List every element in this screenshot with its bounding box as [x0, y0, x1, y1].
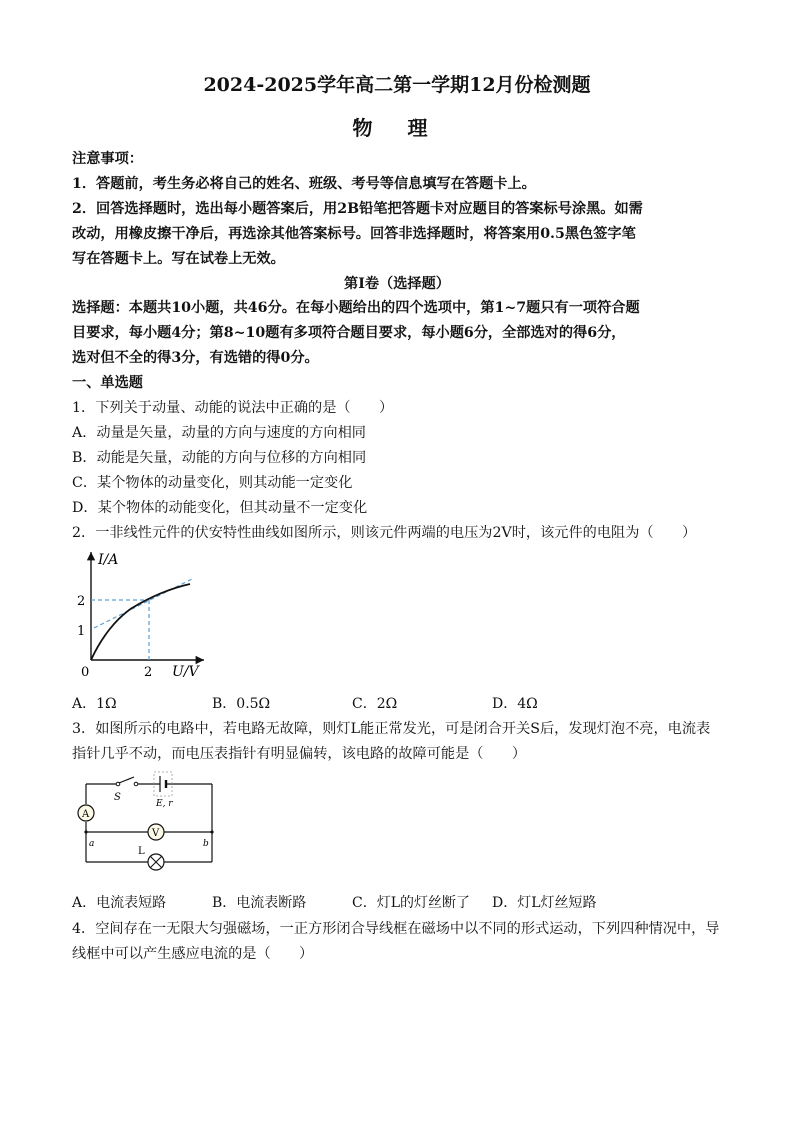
- q4-stem-line-2: 线框中可以产生感应电流的是（ ）: [72, 946, 314, 962]
- y-tick-1: 1: [77, 624, 86, 639]
- q2-option-b: B．0.5Ω: [212, 696, 271, 712]
- q2-option-a: A．1Ω: [72, 696, 117, 712]
- q3-option-a: A．电流表短路: [72, 895, 167, 911]
- note-item-2-line-2: 改动，用橡皮擦干净后，再选涂其他答案标号。回答非选择题时，将答案用0.5黑色签字笔: [72, 226, 636, 242]
- q4-stem-line-1: 4．空间存在一无限大匀强磁场，一正方形闭合导线框在磁场中以不同的形式运动，下列四种情况中，导: [72, 921, 720, 937]
- q3-option-c: C．灯L的灯丝断了: [352, 895, 471, 911]
- iv-curve: [91, 584, 190, 660]
- subject-title: 物 理: [352, 116, 442, 140]
- notes-heading: 注意事项：: [72, 151, 143, 167]
- q3-stem-line-2: 指针几乎不动，而电压表指针有明显偏转，该电路的故障可能是（ ）: [72, 746, 527, 762]
- section-desc-line-1: 选择题：本题共10小题，共46分。在每小题给出的四个选项中，第1~7题只有一项符合题: [72, 300, 640, 316]
- q1-option-b: B．动能是矢量，动能的方向与位移的方向相同: [72, 450, 367, 466]
- q2-option-c: C．2Ω: [352, 696, 398, 712]
- q1-stem: 1．下列关于动量、动能的说法中正确的是（ ）: [72, 400, 394, 416]
- switch-s: [119, 777, 134, 783]
- x-tick-2: 2: [144, 665, 153, 680]
- svg-text:A: A: [82, 809, 90, 820]
- q3-option-d: D．灯L灯丝短路: [492, 895, 597, 911]
- exam-title: 2024-2025学年高二第一学期12月份检测题: [203, 74, 591, 96]
- q1-option-c: C．某个物体的动量变化，则其动能一定变化: [72, 475, 353, 491]
- q1-option-a: A．动量是矢量，动量的方向与速度的方向相同: [72, 425, 366, 441]
- note-item-2-line-3: 写在答题卡上。写在试卷上无效。: [72, 251, 285, 267]
- q1-option-d: D．某个物体的动能变化，但其动量不一定变化: [72, 500, 368, 516]
- q2-stem: 2．一非线性元件的伏安特性曲线如图所示，则该元件两端的电压为2V时，该元件的电阻为（ ）: [72, 525, 697, 541]
- svg-text:V: V: [152, 828, 160, 839]
- circuit-diagram: [72, 770, 222, 875]
- origin-label: 0: [81, 665, 90, 680]
- section-title: 第Ⅰ卷（选择题）: [344, 276, 450, 292]
- tangent-line: [94, 579, 192, 628]
- section-desc-line-2: 目要求，每小题4分；第8~10题有多项符合题目要求，每小题6分，全部选对的得6分，: [72, 325, 626, 341]
- y-tick-2: 2: [77, 594, 86, 609]
- node-a-label: a: [89, 839, 95, 849]
- x-axis-label: U/V: [172, 664, 199, 680]
- y-axis-label: I/A: [98, 552, 119, 568]
- q3-stem-line-1: 3．如图所示的电路中，若电路无故障，则灯L能正常发光，可是闭合开关S后，发现灯泡不亮，电流表: [72, 721, 711, 737]
- source-label: E, r: [156, 799, 173, 809]
- q3-option-b: B．电流表断路: [212, 895, 307, 911]
- q2-option-d: D．4Ω: [492, 696, 538, 712]
- section-desc-line-3: 选对但不全的得3分，有选错的得0分。: [72, 350, 319, 366]
- lamp-label: L: [138, 846, 145, 857]
- note-item-1: 1．答题前，考生务必将自己的姓名、班级、考号等信息填写在答题卡上。: [72, 176, 536, 192]
- node-b-label: b: [203, 839, 209, 849]
- note-item-2-line-1: 2．回答选择题时，选出每小题答案后，用2B铅笔把答题卡对应题目的答案标号涂黑。如需: [72, 201, 643, 217]
- part-heading: 一、单选题: [72, 375, 143, 391]
- iv-curve-graph: [72, 548, 212, 683]
- switch-label: S: [114, 792, 121, 803]
